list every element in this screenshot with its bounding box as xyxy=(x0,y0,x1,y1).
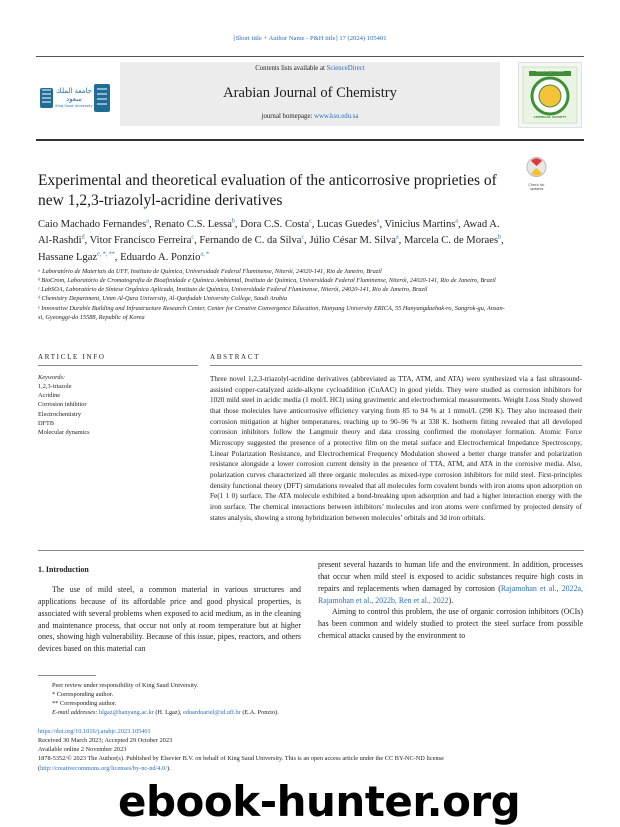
intro-p2-end: ). xyxy=(448,595,454,605)
keyword-item: Corrosion inhibitor xyxy=(38,401,87,409)
email-link-2[interactable]: eduardoariel@id.uff.br xyxy=(182,709,241,717)
article-title: Experimental and theoretical evaluation of the anticorrosive proprieties of new 1,2,3-triazolyl-acridine derivatives xyxy=(38,172,497,210)
author-affiliation-marker[interactable]: c xyxy=(301,234,305,241)
check-updates-icon xyxy=(521,156,552,178)
license-url-link[interactable]: http://creativecommons.org/licenses/by-nc-nd/4.0/ xyxy=(40,764,167,772)
email-link-1[interactable]: hlgaz@hanyang.ac.kr xyxy=(99,709,154,717)
cover-label-bottom: CHEMICAL SOCIETY xyxy=(533,115,567,119)
intro-references-link[interactable]: Rajamohan et al., 2022a, Rajamohan et al., 2022b, Ren et al., 2022 xyxy=(318,583,583,605)
contents-line xyxy=(120,65,500,72)
author-affiliation-marker[interactable]: d xyxy=(81,234,85,241)
author-name[interactable]: Vitor Francisco Ferreira xyxy=(89,235,192,247)
license-url-close: ). xyxy=(166,764,171,772)
cover-label-top: ARABIAN JOURNAL xyxy=(536,69,564,73)
keywords-label: Keywords: xyxy=(38,374,66,381)
doi-link[interactable]: https://doi.org/10.1016/j.arabjc.2023.105401 xyxy=(38,728,151,735)
author-affiliation-marker[interactable]: a xyxy=(146,218,149,225)
peer-review-note: Peer review under responsibility of King Saud University. xyxy=(52,682,199,689)
author-name[interactable]: Awad A. Al-Rashdi xyxy=(38,219,500,247)
keyword-item: Electrochemistry xyxy=(38,410,82,418)
affiliation-item: ᶜ LabSOA, Laboratório de Síntese Orgânica Aplicada, Instituto de Química, Universidade Federal Fluminense, Niterói, 24020-141, Rio de Janeiro, Brazil xyxy=(38,286,428,294)
introduction-heading: 1. Introduction xyxy=(38,565,89,574)
keywords-list xyxy=(38,382,198,437)
running-head[interactable]: [Short title + Author Name - P&H title] 17 (2024) 105401 xyxy=(233,35,387,42)
article-metadata xyxy=(38,727,584,773)
article-info-section xyxy=(38,353,198,366)
article-info-rule xyxy=(38,365,198,366)
abstract-rule xyxy=(210,365,582,366)
author-name[interactable]: Vinicius Martins xyxy=(384,219,456,230)
affiliation-item: ᵈ Chemistry Department, Umm Al-Qura University, Al-Qunfudah University College, Saudi Arabia xyxy=(38,295,288,303)
section-divider xyxy=(38,550,584,551)
author-name[interactable]: Fernando de C. da Silva xyxy=(199,235,302,247)
footnote-rule xyxy=(38,675,96,676)
intro-paragraph-2 xyxy=(318,559,583,606)
affiliation-item: ᵉ Innovative Durable Building and Infrastructure Research Center, Center for Creative Convergence Education, Hanyang University ERICA, 55 Hanyangdaehak-ro, Sangrok-gu, Ansan-si, Gyeonggi-do 15588, Republic of Korea xyxy=(38,304,505,321)
logo-arabic-text: جامعة الملك سعود xyxy=(56,87,92,103)
header-rule-top xyxy=(36,56,584,57)
keyword-item: DFTB xyxy=(38,419,55,427)
check-updates-line1: Check for xyxy=(528,183,545,187)
author-name[interactable]: Júlio César M. Silva xyxy=(309,235,396,247)
affiliation-item: ᵃ Laboratório de Materiais da UFF, Instituto de Química, Universidade Federal Fluminense, Niterói, 24020-141, Rio de Janeiro, Brazil xyxy=(38,268,382,275)
sciencedirect-link[interactable]: ScienceDirect xyxy=(326,65,365,72)
article-info-heading: ARTICLE INFO xyxy=(38,353,106,361)
intro-p2-text: present several hazards to human life and the environment. In addition, processes that occur when mild steel is exposed to acidic substances require high costs in repairs and replacements when damaged by corrosion ( xyxy=(318,560,583,593)
footnotes xyxy=(38,681,584,718)
abstract-text: Three novel 1,2,3-triazolyl-acridine derivatives (abbreviated as TTA, ATM, and ATA) were synthesized via a fast ultrasound-assisted copper-catalyzed azide-alkyne cycloaddition (CuAAC) in good yields. They were studied as corrosion inhibitors for 1020 mild steel in acidic media (1 mol/L HCl) using gravimetric and electrochemical measurements. Weight Loss Study showed that those molecules have anticorrosive efficiency varying from 85 to 94 % at 1 mmol/L (298 K). They also increased their corrosion mitigation at higher temperatures, reaching up to 90–96 % at 338 K. Isotherm fitting revealed that all developed corrosion inhibitors follow the Langmuir theory and data crossing confirmed the monolayer formation. Atomic Force Microscopy suggested the presence of a protective film on the metal surface and Electrochemical Impedance Spectroscopy, Linear Polarization Resistance, and Electrochemical Frequency Modulation showed a better charge transfer and polarization resistance alongside a lower corrosion current density in the presence of TTA, ATM, and ATA in the corrosive media. Also, polarization curves characterized all three organic molecules as mixed-type corrosion inhibitors for mild steel. First-principles density functional theory (DFT) simulations revealed that all molecules form covalent bonds with iron atoms upon adsorption on Fe(1 1 0) surface. The ATA molecule exhibited a bond-breaking upon adsorption and had a higher interaction energy with the iron surface. The chemical interactions between inhibitors’ molecules and iron atoms were confirmed by projected density of states analysis, showing a strong hybridization between molecules’ orbitals and 3d iron orbitals. xyxy=(210,375,582,522)
license-statement: 1878-5352/© 2023 The Author(s). Published by Elsevier B.V. on behalf of King Saud University. This is an open access article under the CC BY-NC-ND license xyxy=(38,755,444,763)
contents-prefix: Contents lists available at xyxy=(255,65,327,72)
author-affiliation-marker[interactable]: b xyxy=(498,234,502,241)
abstract-heading: ABSTRACT xyxy=(210,353,261,361)
author-name[interactable]: Eduardo A. Ponzio xyxy=(120,251,201,263)
journal-cover xyxy=(518,62,582,128)
license-url-line xyxy=(38,764,584,773)
keyword-item: Acridine xyxy=(38,392,61,400)
author-affiliation-marker[interactable]: a xyxy=(395,234,399,241)
author-affiliation-marker[interactable]: c xyxy=(309,218,312,225)
affiliation-item: ᵇ BioCrom, Laboratório de Cromatografia de Bioafinidade e Química Ambiental, Instituto de Química, Universidade Federal Fluminense, Niterói, 24020-141, Rio de Janeiro, Brazil xyxy=(38,277,496,285)
homepage-link[interactable]: www.ksu.edu.sa xyxy=(314,113,359,120)
author-name[interactable]: Lucas Guedes xyxy=(317,219,377,230)
abstract-section xyxy=(210,353,582,366)
author-list: Caio Machado Fernandes$^a$, Renato C.S. Lessa$^b$, Dora C.S. Costa$^c$, Lucas Guedes$^a$, Vinicius Martins$^a$, Awad A. Al-Rashdi$^d$, Vitor Francisco Ferreira$^c$, Fernando de C. da Silva$^c$, Júlio César M. Silva$^a$, Marcela C. de Moraes$^b$, Hassane Lgaz$^{e, *, **}$, Eduardo A. Ponzio$^{a, *}$ xyxy=(38,218,504,263)
logo-english-text: King Saud University xyxy=(55,104,93,108)
author-name[interactable]: Marcela C. de Moraes xyxy=(403,235,499,247)
intro-paragraph-1: The use of mild steel, a common material in various structures and applications because of its affordable price and good physical properties, is associated with several problems when exposed to acid medium, as in the cleaning and maintenance process, that occur not only at room temperature but at higher ones, showing high vulnerability. Because of this issue, pipes, reactors, and others devices based on this material can xyxy=(38,585,301,654)
author-name[interactable]: Dora C.S. Costa xyxy=(240,219,310,230)
intro-paragraph-3: Aiming to control this problem, the use of organic corrosion inhibitors (OCIs) has been common and widely studied to protect the steel surface from possible chemical attacks caused by the environment to xyxy=(318,607,583,641)
keyword-item: Molecular dynamics xyxy=(38,428,90,436)
journal-title: Arabian Journal of Chemistry xyxy=(223,85,397,101)
intro-column-2 xyxy=(318,559,583,642)
homepage-prefix: journal homepage: xyxy=(261,113,315,120)
email-addresses xyxy=(38,708,584,717)
received-dates: Received 30 March 2023; Accepted 29 October 2023 xyxy=(38,737,173,745)
email-label: E-mail addresses: xyxy=(52,709,99,717)
author-affiliation-marker[interactable]: a, * xyxy=(200,251,210,258)
header-rule-bottom xyxy=(36,139,584,141)
author-name[interactable]: Hassane Lgaz xyxy=(38,251,98,263)
check-updates-line2: updates xyxy=(529,187,544,192)
keyword-item: 1,2,3-triazole xyxy=(38,383,72,391)
author-affiliation-marker[interactable]: a xyxy=(376,218,380,225)
affiliation-list xyxy=(38,267,508,322)
email-owner-1: (H. Lgaz), xyxy=(153,709,183,717)
journal-banner xyxy=(120,62,500,126)
email-owner-2: (E.A. Ponzio). xyxy=(240,709,279,717)
corresponding-author-1: * Corresponding author. xyxy=(52,691,114,699)
license-url-open: ( xyxy=(38,764,41,772)
author-name[interactable]: Caio Machado Fernandes xyxy=(38,219,147,230)
author-affiliation-marker[interactable]: c xyxy=(191,234,195,241)
author-affiliation-marker[interactable]: e, *, ** xyxy=(97,251,115,258)
watermark-text: ebook-hunter.org xyxy=(118,777,521,826)
check-for-updates-badge[interactable] xyxy=(521,156,552,192)
author-affiliation-marker[interactable]: a xyxy=(455,218,459,225)
available-online: Available online 2 November 2023 xyxy=(38,746,127,754)
keywords-block xyxy=(38,373,198,437)
journal-homepage-line xyxy=(120,113,500,120)
author-name[interactable]: Renato C.S. Lessa xyxy=(154,219,232,230)
author-affiliation-marker[interactable]: b xyxy=(231,218,235,225)
publisher-logo xyxy=(38,64,114,124)
corresponding-author-2: ** Corresponding author. xyxy=(52,700,117,708)
